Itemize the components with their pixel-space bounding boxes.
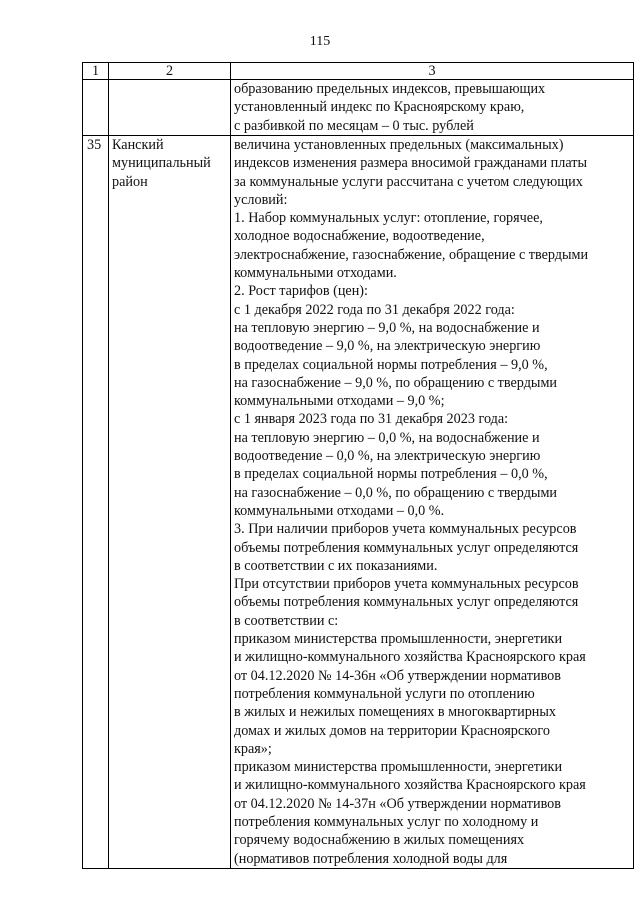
text-line: установленный индекс по Красноярскому краю, (234, 99, 525, 116)
text-line: электроснабжение, газоснабжение, обращение с твердыми (234, 246, 589, 263)
text-line: коммунальными отходами – 0,0 %. (234, 502, 445, 519)
municipality-name-line: Канский (112, 137, 164, 153)
text-line: в соответствии с: (234, 612, 339, 629)
municipality-name-line: муниципальный (112, 155, 211, 172)
municipality-name-cell (109, 136, 231, 869)
text-line: домах и жилых домов на территории Красноярского (234, 722, 550, 739)
text-line: (нормативов потребления холодной воды для (234, 850, 508, 867)
text-line: коммунальными отходами. (234, 265, 397, 282)
text-line: объемы потребления коммунальных услуг определяются (234, 594, 579, 611)
text-line: в пределах социальной нормы потребления – 9,0 %, (234, 356, 548, 373)
text-line: величина установленных предельных (максимальных) (234, 137, 564, 153)
text-line: в жилых и нежилых помещениях в многоквартирных (234, 704, 557, 721)
text-line: потребления коммунальных услуг по холодному и (234, 813, 539, 830)
table-header-row (83, 63, 634, 80)
conditions-text-cell (231, 136, 634, 869)
continuation-number-cell (83, 80, 109, 136)
page-number: 115 (309, 34, 331, 49)
text-line: При отсутствии приборов учета коммунальных ресурсов (234, 576, 579, 593)
text-line: и жилищно-коммунального хозяйства Красноярского края (234, 777, 586, 794)
text-line: от 04.12.2020 № 14-37н «Об утверждении нормативов (234, 795, 561, 812)
row-number-cell: 35 (83, 136, 109, 869)
municipality-name-line: район (112, 173, 148, 190)
text-line: коммунальными отходами – 9,0 %; (234, 393, 445, 410)
text-line: на тепловую энергию – 9,0 %, на водоснабжение и (234, 319, 540, 336)
continuation-name-cell (109, 80, 231, 136)
text-line: приказом министерства промышленности, энергетики (234, 759, 563, 776)
municipal-indices-table (82, 62, 634, 869)
text-line: 2. Рост тарифов (цен): (234, 283, 368, 300)
text-line: на тепловую энергию – 0,0 %, на водоснабжение и (234, 429, 540, 446)
text-line: и жилищно-коммунального хозяйства Красноярского края (234, 649, 586, 666)
text-line: на газоснабжение – 0,0 %, по обращению с твердыми (234, 484, 558, 501)
text-line: условий: (234, 191, 288, 208)
text-line: приказом министерства промышленности, энергетики (234, 631, 563, 648)
column-header-2: 2 (109, 63, 231, 80)
text-line: горячему водоснабжению в жилых помещениях (234, 832, 525, 849)
text-line: в соответствии с их показаниями. (234, 557, 438, 574)
text-line: края»; (234, 740, 272, 757)
column-header-3: 3 (231, 63, 634, 80)
text-line: потребления коммунальной услуги по отоплению (234, 685, 535, 702)
table-row-35 (83, 136, 634, 869)
text-line: в пределах социальной нормы потребления – 0,0 %, (234, 466, 548, 483)
text-line: с разбивкой по месяцам – 0 тыс. рублей (234, 117, 474, 134)
text-line: от 04.12.2020 № 14-36н «Об утверждении нормативов (234, 667, 561, 684)
text-line: водоотведение – 9,0 %, на электрическую энергию (234, 338, 541, 355)
table-row-continuation (83, 80, 634, 136)
text-line: образованию предельных индексов, превышающих (234, 81, 546, 97)
column-header-1: 1 (83, 63, 109, 80)
text-line: на газоснабжение – 9,0 %, по обращению с твердыми (234, 374, 558, 391)
continuation-text-cell (231, 80, 634, 136)
text-line: 1. Набор коммунальных услуг: отопление, горячее, (234, 210, 543, 227)
text-line: водоотведение – 0,0 %, на электрическую энергию (234, 448, 541, 465)
text-line: с 1 января 2023 года по 31 декабря 2023 года: (234, 411, 509, 428)
text-line: 3. При наличии приборов учета коммунальных ресурсов (234, 521, 577, 538)
text-line: холодное водоснабжение, водоотведение, (234, 228, 485, 245)
text-line: за коммунальные услуги рассчитана с учетом следующих (234, 173, 583, 190)
text-line: с 1 декабря 2022 года по 31 декабря 2022 года: (234, 301, 515, 318)
text-line: объемы потребления коммунальных услуг определяются (234, 539, 579, 556)
text-line: индексов изменения размера вносимой гражданами платы (234, 155, 588, 172)
